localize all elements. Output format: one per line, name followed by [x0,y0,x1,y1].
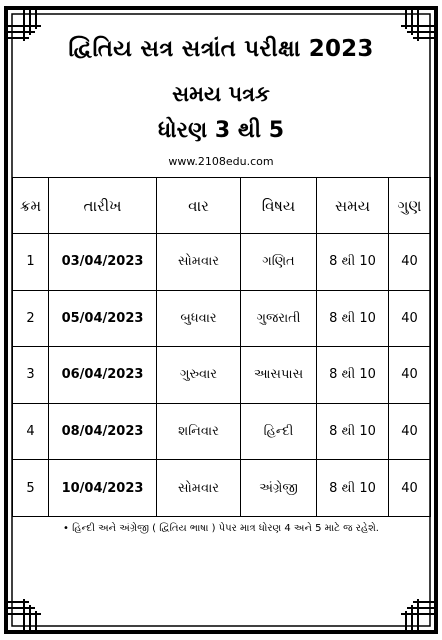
subject-cell: આસપાસ [241,347,317,404]
serial-cell: 1 [13,234,49,291]
subject-cell: ગુજરાતી [241,290,317,347]
marks-cell: 40 [389,290,431,347]
time-cell: 8 થી 10 [317,403,389,460]
table-row [13,403,431,460]
table-row [13,234,431,291]
table-row [13,347,431,404]
subject-cell: ગણિત [241,234,317,291]
header-day: વાર [157,178,241,234]
header-marks: ગુણ [389,178,431,234]
serial-cell: 2 [13,290,49,347]
header-subject: વિષય [241,178,317,234]
website-text: www.2108edu.com [168,155,274,168]
marks-cell: 40 [389,460,431,517]
subject-cell: અંગ્રેજી [241,460,317,517]
header-date: તારીખ [49,178,157,234]
time-cell: 8 થી 10 [317,234,389,291]
day-cell: બુધવાર [157,290,241,347]
header-time: સમય [317,178,389,234]
language-note: • હિન્દી અને અંગ્રેજી ( દ્વિતિય ભાષા ) પેપર માત્ર ધોરણ 4 અને 5 માટે જ રહેશે. [63,523,379,534]
day-cell: સોમવાર [157,460,241,517]
exam-title: દ્વિતિય સત્ર સત્રાંત પરીક્ષા 2023 [68,36,374,62]
standard-heading: ધોરણ 3 થી 5 [157,118,285,143]
day-cell: શનિવાર [157,403,241,460]
serial-cell: 3 [13,347,49,404]
exam-timetable [12,177,431,517]
table-header-row [13,178,431,234]
time-cell: 8 થી 10 [317,460,389,517]
table-row [13,290,431,347]
day-cell: સોમવાર [157,234,241,291]
date-cell: 08/04/2023 [49,403,157,460]
table-row [13,460,431,517]
header-serial: ક્રમ [13,178,49,234]
marks-cell: 40 [389,347,431,404]
time-cell: 8 થી 10 [317,347,389,404]
serial-cell: 4 [13,403,49,460]
day-cell: ગુરુવાર [157,347,241,404]
marks-cell: 40 [389,234,431,291]
subject-cell: હિન્દી [241,403,317,460]
timetable-heading: સમય પત્રક [172,82,270,106]
serial-cell: 5 [13,460,49,517]
date-cell: 06/04/2023 [49,347,157,404]
date-cell: 05/04/2023 [49,290,157,347]
marks-cell: 40 [389,403,431,460]
date-cell: 10/04/2023 [49,460,157,517]
time-cell: 8 થી 10 [317,290,389,347]
date-cell: 03/04/2023 [49,234,157,291]
